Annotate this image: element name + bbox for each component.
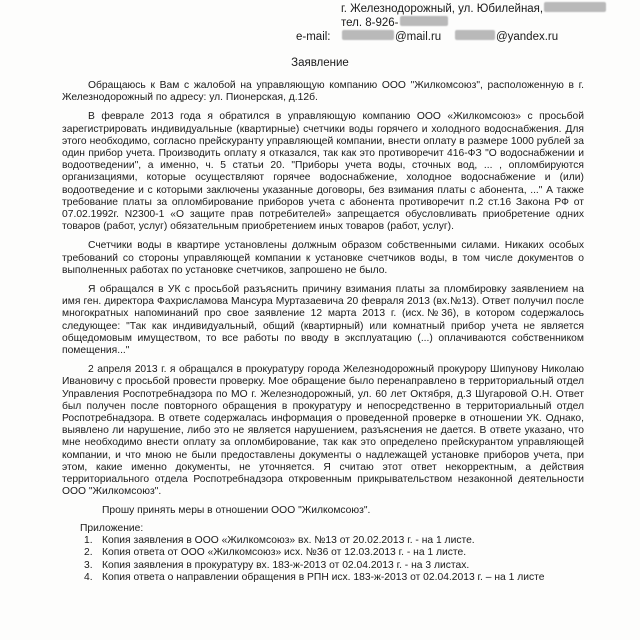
closing-request: Прошу принять меры в отношении ООО "Жилкомсоюз".	[102, 504, 371, 516]
list-item	[84, 535, 584, 547]
sender-header	[296, 2, 626, 44]
redacted-block	[400, 16, 448, 26]
appendix-text: Копия заявления в прокуратуру вх. 183-ж-2013 от 02.04.2013 г. - на 3 листах.	[102, 559, 470, 571]
paragraph-meters: Счетчики воды в квартире установлены должным образом собственными силами. Никаких особых требований со стороны управляющей компании к установке счетчиков воды, в том числе документов о выполненных работах по установке счетчиков, запрошено не было.	[62, 240, 584, 276]
address-line	[296, 2, 626, 16]
paragraph-uk-request: Я обращался в УК с просьбой разъяснить причину взимания платы за пломбировку заявлением на имя ген. директора Фахрисламова Мансура Муртазаевича 20 февраля 2013 (вх.№13). Ответ получил после многократных напоминаний про свое заявление 12 марта 2013 г. (исх.№36), в котором содержалось следующее: "Так как индивидуальный, общий (квартирный) или комнатный прибор учета не является общедомовым имуществом, то все работы по вводу в эксплуатацию (...) оплачиваются собственником помещения..."	[62, 284, 584, 357]
phone-line	[296, 16, 626, 30]
appendix-list	[62, 535, 584, 584]
paragraph-intro: Обращаюсь к Вам с жалобой на управляющую компанию ООО "Жилкомсоюз", расположенную в г. Железнодорожный по адресу: ул. Пионерская, д.12б.	[62, 80, 584, 104]
list-item	[84, 560, 584, 572]
redacted-block	[544, 2, 606, 12]
paragraph-prosecutor: 2 апреля 2013 г. я обращался в прокуратуру города Железнодорожный прокурору Шипунову Николаю Ивановичу с просьбой провести проверку. Мое обращение было перенаправлено в территориальный отдел Управления Роспотребнадзора по МО г. Железнодорожный, ул. 60 лет Октября, д.3 Шугаровой О.Н. Ответ был получен после повторного обращения в прокуратуру и непосредственно в территориальный отдел Роспотребнадзора. В ответе содержалась информация о проведенной проверке в отношении УК. Однако, выявлено ли нарушение, либо это не является нарушением, разъяснения не дается. В ответе указано, что мне необходимо внести оплату за опломбирование, так как это определено прейскурантом управляющей компании, и что мною не были предоставлены документы о надлежащей установке приборов учета, при этом, какие именно документы, не уточняется. Я считаю этот ответ некорректным, а действия территориального отдела Роспотребнадзора откровенным прикрывательством незаконной деятельности ООО "Жилкомсоюз".	[62, 364, 584, 498]
address-text: г. Железнодорожный, ул. Юбилейная,	[341, 3, 544, 15]
redacted-block	[455, 30, 495, 40]
appendix-number: 3.	[84, 559, 93, 571]
appendix-number: 4.	[84, 571, 93, 583]
appendix-text: Копия ответа о направлении обращения в РПН исх. 183-ж-2013 от 02.04.2013 г. – на 1 листе	[102, 571, 545, 583]
appendix-number: 2.	[84, 547, 93, 559]
phone-number: 8-926-	[365, 17, 399, 29]
email-label: e-mail:	[296, 31, 331, 43]
email-line	[296, 30, 626, 44]
appendix-text: Копия заявления в ООО «Жилкомсоюз» вх. №13 от 20.02.2013 г. - на 1 листе.	[102, 534, 475, 546]
phone-label: тел.	[341, 17, 363, 29]
email-1-domain: @mail.ru	[395, 31, 442, 43]
list-item	[84, 572, 584, 584]
list-item	[84, 547, 584, 559]
document-title: Заявление	[291, 57, 349, 69]
appendix-text: Копия ответа от ООО «Жилкомсоюз» исх. №36 от 12.03.2013 г. - на 1 листе.	[102, 547, 467, 559]
redacted-block	[342, 30, 394, 40]
appendix-title: Приложение:	[80, 522, 144, 534]
appendix-number: 1.	[84, 534, 93, 546]
paragraph-february: В феврале 2013 года я обратился в управляющую компанию ООО «Жилкомсоюз» с просьбой зарегистрировать индивидуальные (квартирные) счетчики воды горячего и холодного водоснабжения. Для этого необходимо, согласно прейскуранту управляющей компании, внести оплату в размере 1000 рублей за один прибор учета. Производить оплату я отказался, так как это противоречит 416-ФЗ "О водоснабжении и водоотведении", а именно, ч. 5 статьи 20. "Приборы учета воды, сточных вод, ... , опломбируются организациями, которые осуществляют горячее водоснабжение, холодное водоснабжение и (или) водоотведение и с которыми заключены указанные договоры, без взимания платы с абонента, ..." А также требование платы за опломбирование приборов учета с абонента противоречит п.2 ст.16 Закона РФ от 07.02.1992г. N2300-1 «О защите прав потребителей» запрещается обусловливать приобретение одних товаров (работ, услуг) обязательным приобретением иных товаров (работ, услуг).	[62, 111, 584, 233]
email-2-domain: @yandex.ru	[495, 31, 559, 43]
document-body	[62, 80, 584, 584]
